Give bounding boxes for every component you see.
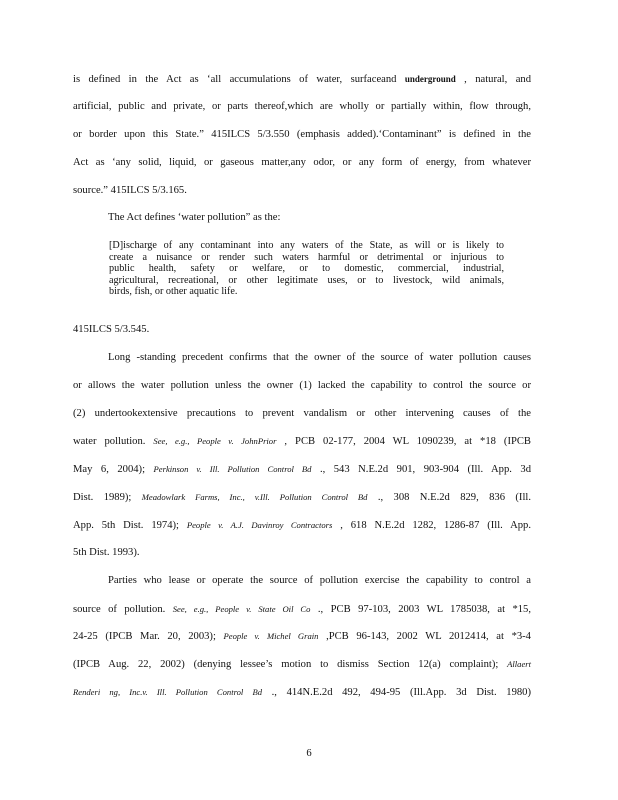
body-line: [73, 602, 531, 617]
body-line: [73, 379, 531, 393]
text-run: or allows the water pollution unless the owner (1) lacked the capability to control the source or: [73, 380, 531, 391]
text-run: or border upon this State.” 415ILCS 5/3.550 (emphasis added).‘Contaminant” is defined in the: [73, 129, 531, 140]
citation-text: See, e.g., People v. JohnPrior: [153, 436, 277, 446]
text-run: Parties who lease or operate the source of pollution exercise the capability to control a: [108, 575, 531, 586]
citation-text: Renderi ng, Inc.v. Ill. Pollution Control Bd: [73, 687, 262, 697]
text-run: , PCB 02-177, 2004 WL 1090239, at *18 (IPCB: [276, 436, 531, 447]
text-run: water pollution.: [73, 436, 154, 447]
text-run: Dist. 1989);: [73, 492, 142, 503]
citation-text: Meadowlark Farms, Inc., v.Ill. Pollution Control Bd: [141, 492, 368, 502]
text-run: 415ILCS 5/3.545.: [73, 324, 150, 335]
text-run: Act as ‘any solid, liquid, or gaseous matter,any odor, or any form of energy, from whatever: [73, 157, 531, 168]
emphasis-text: underground: [404, 74, 456, 84]
text-run: App. 5th Dist. 1974);: [73, 520, 187, 531]
quote-line: create a nuisance or render such waters harmful or detrimental or injurious to: [109, 251, 504, 263]
text-run: (IPCB Aug. 22, 2002) (denying lessee’s motion to dismiss Section 12(a) complaint);: [73, 659, 508, 670]
text-run: , 618 N.E.2d 1282, 1286-87 (Ill. App.: [332, 520, 531, 531]
text-run: 24-25 (IPCB Mar. 20, 2003);: [73, 631, 224, 642]
body-line: [108, 351, 531, 365]
text-run: ., 414N.E.2d 492, 494-95 (Ill.App. 3d Dist. 1980): [262, 687, 531, 698]
body-line: [108, 574, 531, 588]
body-line: [73, 685, 531, 700]
citation-text: People v. A.J. Davinroy Contractors: [186, 520, 333, 530]
text-run: ,PCB 96-143, 2002 WL 2012414, at *3-4: [318, 631, 531, 642]
text-run: ., 543 N.E.2d 901, 903-904 (Ill. App. 3d: [311, 464, 532, 475]
quote-line: public health, safety or welfare, or to domestic, commercial, industrial,: [109, 263, 504, 275]
quote-line: [D]ischarge of any contaminant into any waters of the State, as will or is likely to: [109, 240, 504, 251]
body-line: [73, 518, 531, 533]
text-run: is defined in the Act as ‘all accumulations of water, surfaceand: [73, 74, 405, 85]
body-line: [73, 72, 531, 87]
text-run: source.” 415ILCS 5/3.165.: [73, 185, 187, 196]
text-run: artificial, public and private, or parts thereof,which are wholly or partially within, flow through,: [73, 101, 531, 112]
body-line: [73, 490, 531, 505]
citation-text: See, e.g., People v. State Oil Co: [172, 604, 311, 614]
body-line: [73, 156, 531, 170]
text-run: 5th Dist. 1993).: [73, 547, 140, 558]
body-line: [73, 462, 531, 477]
citation-text: Allaert: [507, 659, 531, 669]
citation-text: People v. Michel Grain: [223, 631, 319, 641]
body-line: [73, 434, 531, 449]
page-number: 6: [306, 748, 312, 759]
text-run: (2) undertookextensive precautions to prevent vandalism or other intervening causes of the: [73, 408, 531, 419]
body-line: [73, 546, 531, 560]
body-line: [73, 629, 531, 644]
body-line: [73, 128, 531, 142]
body-line: [73, 100, 531, 114]
text-run: ., PCB 97-103, 2003 WL 1785038, at *15,: [310, 604, 531, 615]
block-quote: [109, 240, 504, 298]
quote-line: agricultural, recreational, or other legitimate uses, or to livestock, wild animals,: [109, 274, 504, 286]
text-run: May 6, 2004);: [73, 464, 154, 475]
text-run: ., 308 N.E.2d 829, 836 (Ill.: [367, 492, 531, 503]
quote-line: birds, fish, or other aquatic life.: [109, 286, 238, 298]
body-line: [73, 407, 531, 421]
body-line: [73, 657, 531, 672]
body-line: [108, 211, 531, 225]
text-run: , natural, and: [455, 74, 531, 85]
text-run: source of pollution.: [73, 604, 173, 615]
citation-text: Perkinson v. Ill. Pollution Control Bd: [153, 464, 312, 474]
text-run: The Act defines ‘water pollution” as the:: [108, 212, 281, 223]
body-line: [73, 323, 531, 337]
body-line: [73, 184, 531, 198]
text-run: Long -standing precedent confirms that the owner of the source of water pollution causes: [108, 352, 531, 363]
